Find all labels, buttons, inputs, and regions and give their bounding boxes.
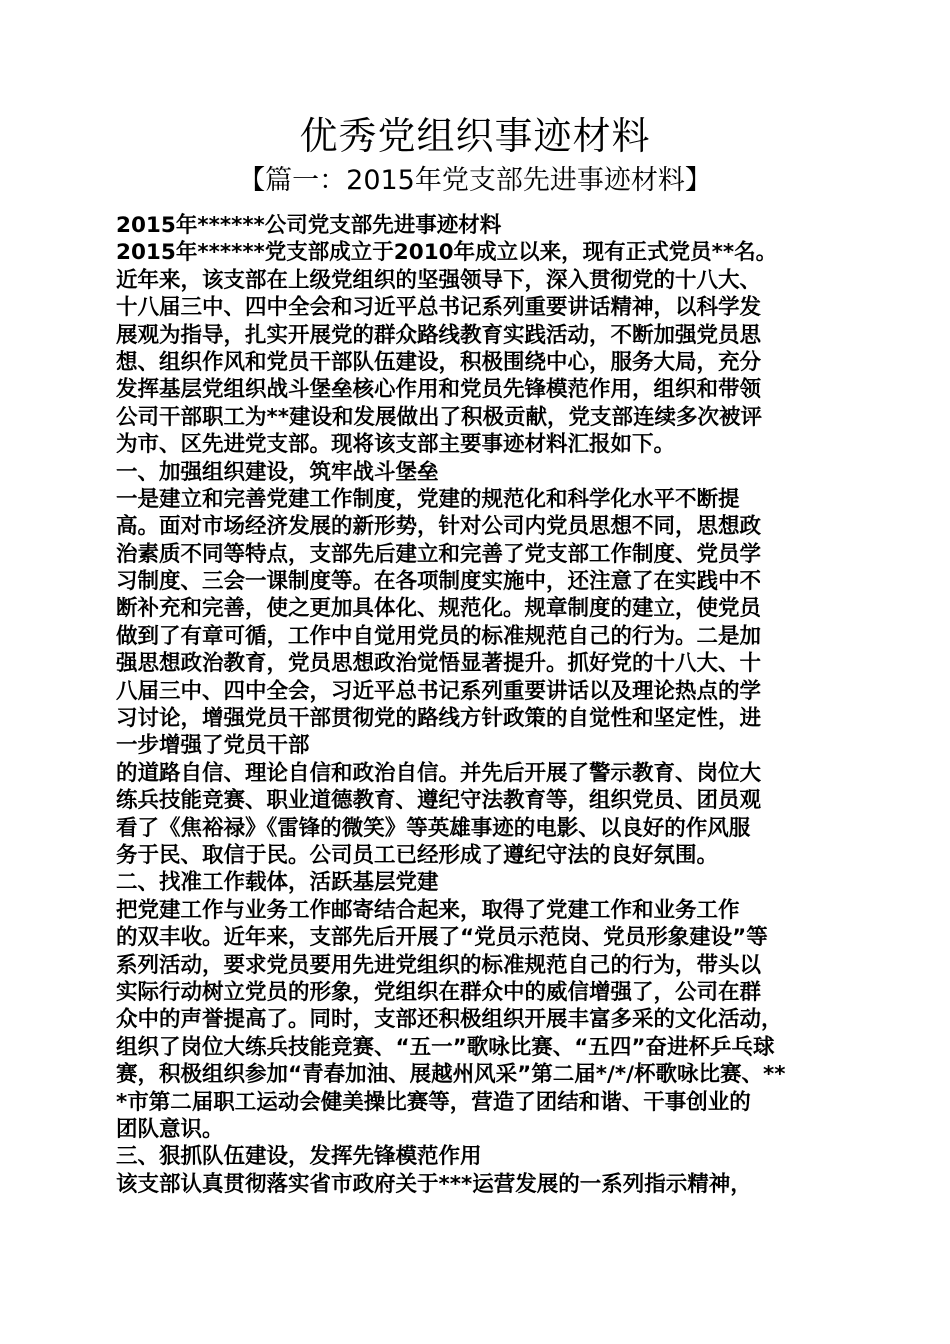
body-line: 想、组织作风和党员干部队伍建设，积极围绕中心，服务大局，充分: [116, 349, 762, 375]
body-line: 近年来，该支部在上级党组织的坚强领导下，深入贯彻党的十八大、: [116, 267, 762, 293]
body-line: 看了《焦裕禄》《雷锋的微笑》等英雄事迹的电影、以良好的作风服: [116, 815, 751, 841]
body-line: 系列活动，要求党员要用先进党组织的标准规范自己的行为，带头以: [116, 952, 762, 978]
body-line: 一、加强组织建设，筑牢战斗堡垒: [116, 459, 439, 485]
body-line: 练兵技能竞赛、职业道德教育、遵纪守法教育等，组织党员、团员观: [116, 788, 762, 814]
body-line: 组织了岗位大练兵技能竞赛、“五一”歌咏比赛、“五四”奋进杯乒乓球: [116, 1034, 775, 1060]
body-line: 发挥基层党组织战斗堡垒核心作用和党员先锋模范作用，组织和带领: [116, 377, 762, 403]
body-line: 把党建工作与业务工作邮寄结合起来，取得了党建工作和业务工作: [116, 897, 740, 923]
body-line: 公司干部职工为**建设和发展做出了积极贡献，党支部连续多次被评: [116, 404, 762, 430]
body-line: 二、找准工作载体，活跃基层党建: [116, 870, 439, 896]
body-line: *市第二届职工运动会健美操比赛等，营造了团结和谐、干事创业的: [116, 1089, 751, 1115]
body-line: 的双丰收。近年来，支部先后开展了“党员示范岗、党员形象建设”等: [116, 925, 768, 951]
body-line: 团队意识。: [116, 1116, 224, 1142]
body-line: 八届三中、四中全会，习近平总书记系列重要讲话以及理论热点的学: [116, 678, 762, 704]
body-line: 做到了有章可循，工作中自觉用党员的标准规范自己的行为。二是加: [116, 623, 762, 649]
body-line: 高。面对市场经济发展的新形势，针对公司内党员思想不同，思想政: [116, 514, 762, 540]
body-line: 断补充和完善，使之更加具体化、规范化。规章制度的建立，使党员: [116, 596, 762, 622]
document-subtitle: 【篇一：2015年党支部先进事迹材料】: [238, 165, 712, 196]
body-line: 展观为指导，扎实开展党的群众路线教育实践活动，不断加强党员思: [116, 322, 762, 348]
body-line: 为市、区先进党支部。现将该支部主要事迹材料汇报如下。: [116, 432, 676, 458]
body-line: 众中的声誉提高了。同时，支部还积极组织开展丰富多采的文化活动，: [116, 1007, 783, 1033]
body-line: 实际行动树立党员的形象，党组织在群众中的威信增强了，公司在群: [116, 979, 762, 1005]
body-line: 习讨论，增强党员干部贯彻党的路线方针政策的自觉性和坚定性，进: [116, 706, 762, 732]
body-line: 的道路自信、理论自信和政治自信。并先后开展了警示教育、岗位大: [116, 760, 762, 786]
document-title: 优秀党组织事迹材料: [299, 114, 651, 158]
body-line: 赛，积极组织参加“青春加油、展越州风采”第二届*/*/杯歌咏比赛、**: [116, 1062, 786, 1088]
body-line: 强思想政治教育，党员思想政治觉悟显著提升。抓好党的十八大、十: [116, 651, 762, 677]
body-line: 三、狠抓队伍建设，发挥先锋模范作用: [116, 1144, 482, 1170]
body-line: 该支部认真贯彻落实省市政府关于***运营发展的一系列指示精神，: [116, 1171, 752, 1197]
document-body: [116, 212, 846, 1198]
body-line: 治素质不同等特点，支部先后建立和完善了党支部工作制度、党员学: [116, 541, 762, 567]
body-line: 2015年******党支部成立于2010年成立以来，现有正式党员**名。: [116, 240, 778, 266]
body-line: 务于民、取信于民。公司员工已经形成了遵纪守法的良好氛围。: [116, 842, 719, 868]
body-line: 2015年******公司党支部先进事迹材料: [116, 213, 502, 238]
body-line: 十八届三中、四中全会和习近平总书记系列重要讲话精神，以科学发: [116, 295, 762, 321]
body-line: 习制度、三会一课制度等。在各项制度实施中，还注意了在实践中不: [116, 569, 762, 595]
body-line: 一是建立和完善党建工作制度，党建的规范化和科学化水平不断提: [116, 486, 740, 512]
body-line: 一步增强了党员干部: [116, 733, 310, 759]
